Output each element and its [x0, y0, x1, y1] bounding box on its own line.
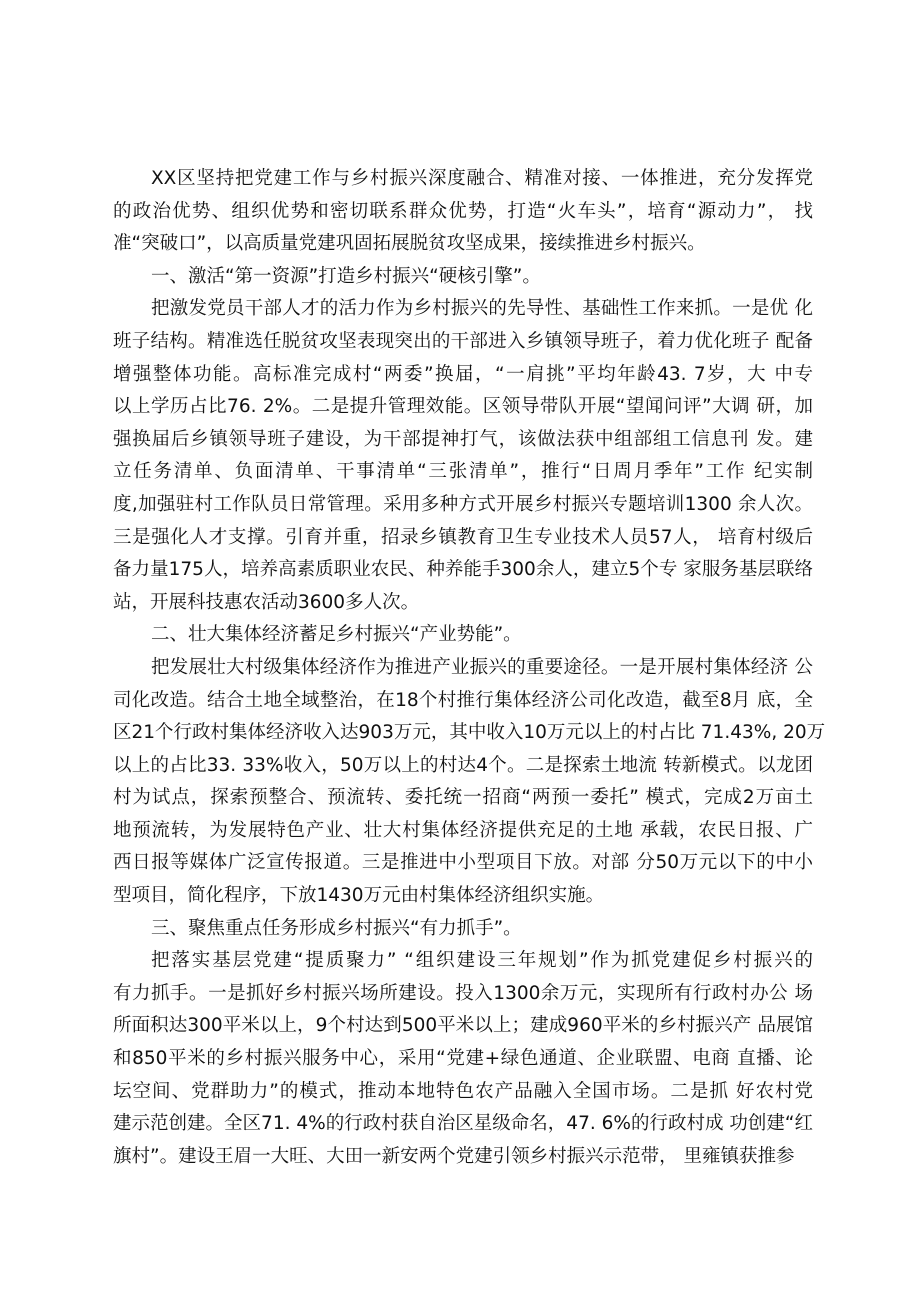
text-line: 地预流转，为发展特色产业、壮大村集体经济提供充足的土地 承载，农民日报、广: [113, 819, 813, 841]
text-line: 型项目，简化程序，下放1430万元由村集体经济组织实施。: [113, 885, 605, 907]
text-line: 以上的占比33. 33%收入，50万以上的村达4个。二是探索土地流 转新模式。以龙团: [113, 754, 813, 776]
text-line: 以上学历占比76. 2%。二是提升管理效能。区领导带队开展“望闻问评”大调 研，加: [113, 396, 813, 418]
text-line: 增强整体功能。高标准完成村“两委”换届，“一肩挑”平均年龄43. 7岁，大 中专: [113, 363, 813, 385]
text-line: 把激发党员干部人才的活力作为乡村振兴的先导性、基础性工作来抓。一是优 化: [151, 298, 813, 320]
text-line: XX区坚持把党建工作与乡村振兴深度融合、精准对接、一体推进，充分发挥党: [151, 168, 813, 189]
text-line: 班子结构。精准选任脱贫攻坚表现突出的干部进入乡镇领导班子，着力优化班子 配备: [113, 330, 813, 352]
text-line: 西日报等媒体广泛宣传报道。三是推进中小型项目下放。对部 分50万元以下的中小: [113, 852, 813, 874]
text-line: 司化改造。结合土地全域整治，在18个村推行集体经济公司化改造，截至8月 底，全: [113, 689, 813, 711]
text-line: 旗村”。建设王眉一大旺、大田一新安两个党建引领乡村振兴示范带， 里雍镇获推参: [113, 1145, 795, 1167]
body-paragraph: [113, 293, 813, 619]
section-heading: [113, 261, 813, 294]
text-line: 三是强化人才支撑。引育并重，招录乡镇教育卫生专业技术人员57人， 培育村级后: [113, 526, 813, 548]
text-line: 把发展壮大村级集体经济作为推进产业振兴的重要途径。一是开展村集体经济 公: [151, 656, 813, 678]
text-line: 所面积达300平米以上，9个村达到500平米以上；建成960平米的乡村振兴产 品展馆: [113, 1015, 813, 1037]
text-line: 把落实基层党建“提质聚力” “组织建设三年规划”作为抓党建促乡村振兴的: [151, 950, 813, 972]
text-line: 站，开展科技惠农活动3600多人次。: [113, 591, 420, 613]
text-line: 三、聚焦重点任务形成乡村振兴“有力抓手”。: [151, 917, 522, 939]
text-line: 和850平米的乡村振兴服务中心，采用“党建+绿色通道、企业联盟、电商 直播、论: [113, 1048, 813, 1070]
section-heading: [113, 619, 813, 652]
text-line: 准“突破口”，以高质量党建巩固拓展脱贫攻坚成果，接续推进乡村振兴。: [113, 233, 706, 255]
text-line: 度,加强驻村工作队员日常管理。采用多种方式开展乡村振兴专题培训1300 余人次。: [113, 493, 813, 515]
text-line: 建示范创建。全区71. 4%的行政村获自治区星级命名，47. 6%的行政村成 功创建“红: [113, 1113, 813, 1135]
text-line: 坛空间、党群助力”的模式，推动本地特色农产品融入全国市场。二是抓 好农村党: [113, 1080, 813, 1102]
body-paragraph: [113, 163, 813, 261]
section-heading: [113, 913, 813, 946]
text-line: 一、激活“第一资源”打造乡村振兴“硬核引擎”。: [151, 265, 541, 287]
document-page: [113, 163, 826, 1173]
body-paragraph: [113, 652, 826, 913]
text-line: 有力抓手。一是抓好乡村振兴场所建设。投入1300余万元，实现所有行政村办公 场: [113, 982, 813, 1004]
text-line: 强换届后乡镇领导班子建设，为干部提神打气，该做法获中组部组工信息刊 发。建: [113, 428, 813, 450]
text-line: 区21个行政村集体经济收入达903万元，其中收入10万元以上的村占比 71.43%, 20万: [113, 722, 826, 744]
text-line: 备力量175人，培养高素质职业农民、种养能手300余人，建立5个专 家服务基层联络: [113, 559, 813, 581]
text-line: 村为试点，探索预整合、预流转、委托统一招商“两预一委托” 模式，完成2万亩土: [113, 787, 813, 809]
text-line: 立任务清单、负面清单、干事清单“三张清单”，推行“日周月季年”工作 纪实制: [113, 461, 813, 483]
text-line: 二、壮大集体经济蓄足乡村振兴“产业势能”。: [151, 624, 522, 646]
body-paragraph: [113, 945, 813, 1173]
text-line: 的政治优势、组织优势和密切联系群众优势，打造“火车头”，培育“源动力”， 找: [113, 200, 813, 222]
